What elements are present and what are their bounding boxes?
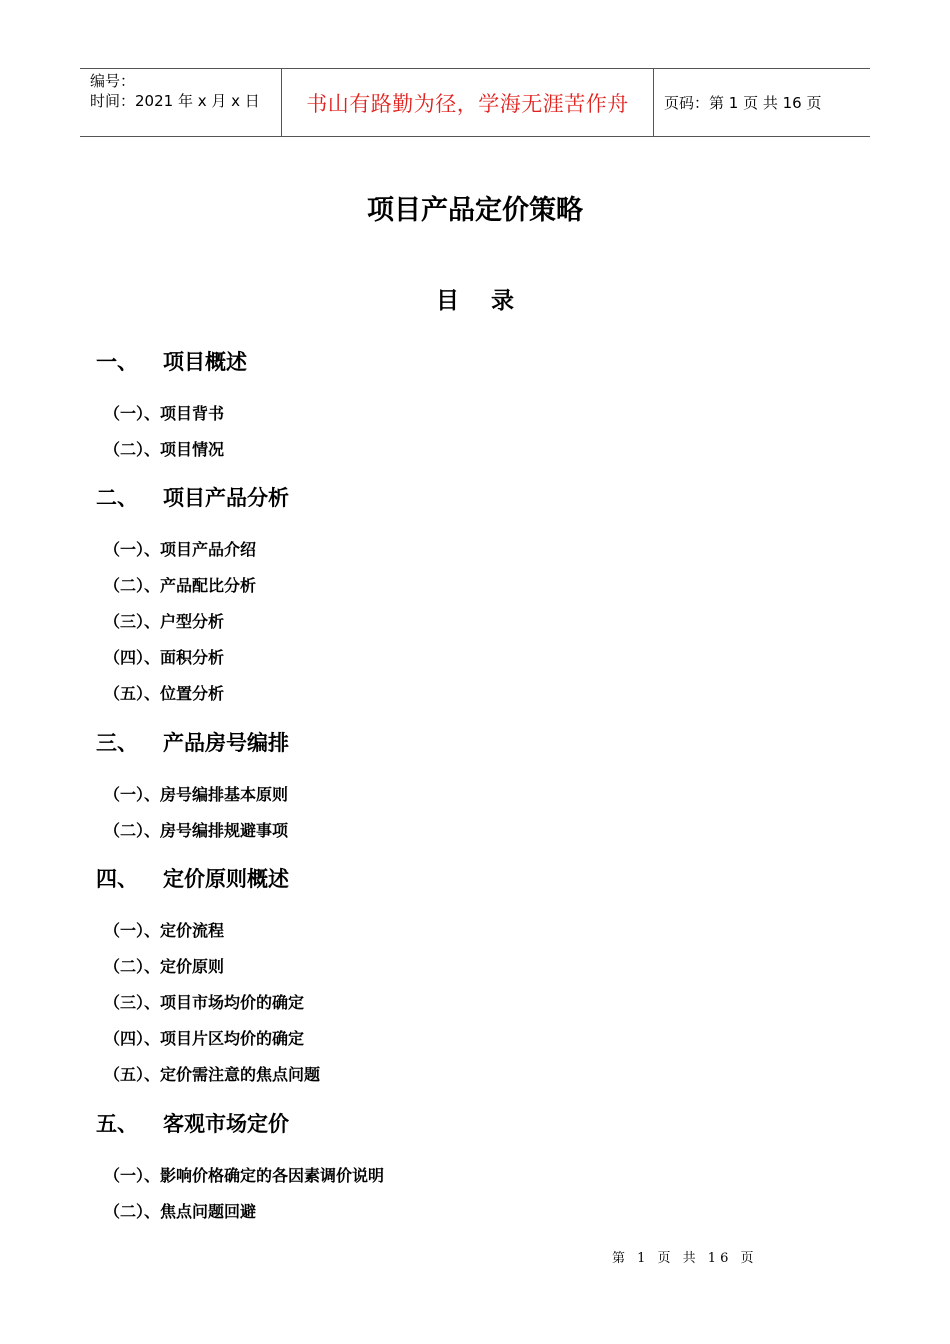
toc-section-2[interactable] (96, 482, 289, 512)
toc-item[interactable]: （一）、项目产品介绍 (104, 540, 257, 559)
toc-item[interactable]: （二）、定价原则 (104, 957, 225, 976)
toc-heading: 目录 (436, 287, 546, 314)
toc-item[interactable]: （二）、焦点问题回避 (104, 1202, 257, 1221)
document-title: 项目产品定价策略 (367, 195, 583, 226)
section-number: 一、 (96, 349, 138, 374)
toc-item[interactable]: （二）、项目情况 (104, 440, 225, 459)
toc-item[interactable]: （四）、项目片区均价的确定 (104, 1029, 305, 1048)
toc-item[interactable]: （二）、产品配比分析 (104, 576, 257, 595)
page-footer: 第 1 页 共 16 页 (612, 1251, 758, 1266)
toc-section-1[interactable] (96, 346, 247, 376)
toc-item[interactable]: （一）、定价流程 (104, 921, 225, 940)
toc-item[interactable]: （五）、定价需注意的焦点问题 (104, 1065, 321, 1084)
section-title: 客观市场定价 (163, 1111, 289, 1136)
toc-section-3[interactable] (96, 727, 289, 757)
toc-item[interactable]: （二）、房号编排规避事项 (104, 821, 289, 840)
toc-item[interactable]: （五）、位置分析 (104, 684, 225, 703)
section-number: 三、 (96, 730, 138, 755)
toc-item[interactable]: （三）、户型分析 (104, 612, 225, 631)
header-page-info: 页码：第 1 页 共 16 页 (664, 94, 822, 112)
section-title: 定价原则概述 (163, 866, 289, 891)
toc-section-5[interactable] (96, 1108, 289, 1138)
header-meta (80, 69, 281, 136)
section-title: 产品房号编排 (163, 730, 289, 755)
toc-item[interactable]: （四）、面积分析 (104, 648, 225, 667)
page-header (80, 68, 870, 137)
toc-item[interactable]: （一）、房号编排基本原则 (104, 785, 289, 804)
header-motto: 书山有路勤为径，学海无涯苦作舟 (281, 69, 654, 136)
number-label: 编号： (90, 72, 136, 90)
toc-item[interactable]: （三）、项目市场均价的确定 (104, 993, 305, 1012)
section-number: 五、 (96, 1111, 138, 1136)
toc-item[interactable]: （一）、项目背书 (104, 404, 225, 423)
section-number: 二、 (96, 485, 138, 510)
section-number: 四、 (96, 866, 138, 891)
section-title: 项目概述 (163, 349, 247, 374)
section-title: 项目产品分析 (163, 485, 289, 510)
toc-section-4[interactable] (96, 863, 289, 893)
toc-item[interactable]: （一）、影响价格确定的各因素调价说明 (104, 1166, 385, 1185)
date-label: 时间：2021 年 x 月 x 日 (90, 92, 260, 110)
